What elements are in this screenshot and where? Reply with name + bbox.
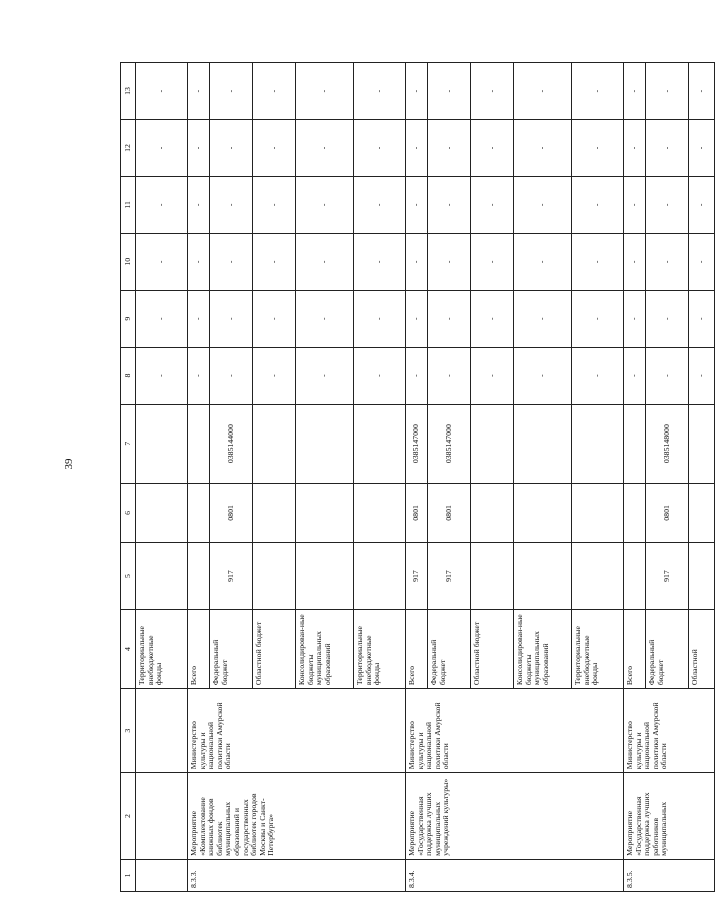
cell-value: - [354, 120, 406, 177]
cell-source: Территориальные внебюджетные фонды [572, 609, 624, 688]
cell-c6 [514, 483, 572, 542]
budget-table [120, 62, 715, 892]
cell-value: - [296, 63, 354, 120]
cell-c7: 0385147000 [428, 404, 471, 483]
cell-value: - [354, 233, 406, 290]
cell-c5 [514, 543, 572, 610]
cell-source: Федеральный бюджет [210, 609, 253, 688]
cell-c7 [689, 404, 715, 483]
cell-value: - [296, 233, 354, 290]
cell-value: - [572, 290, 624, 347]
cell-value: - [253, 63, 296, 120]
cell-c5: 917 [428, 543, 471, 610]
header-cell: 1 [121, 859, 136, 891]
cell-value: - [572, 176, 624, 233]
cell-value: - [296, 347, 354, 404]
cell-value: - [136, 176, 188, 233]
cell-value: - [471, 347, 514, 404]
cell-name: Мероприятие «Государственная поддержка лучших муниципальных учреждений культуры» [406, 773, 624, 860]
cell-c5 [624, 543, 646, 610]
cell-value: - [471, 63, 514, 120]
cell-value: - [253, 233, 296, 290]
cell-value: - [572, 233, 624, 290]
cell-c7 [354, 404, 406, 483]
cell-value: - [646, 176, 689, 233]
cell-value: - [253, 347, 296, 404]
cell-value: - [296, 290, 354, 347]
cell-value: - [406, 176, 428, 233]
cell-value: - [572, 63, 624, 120]
cell-value: - [188, 347, 210, 404]
table-row [136, 63, 188, 892]
header-cell: 12 [121, 120, 136, 177]
cell-c6 [253, 483, 296, 542]
cell-c7: 0385147000 [406, 404, 428, 483]
cell-value: - [210, 233, 253, 290]
cell-c7 [514, 404, 572, 483]
cell-value: - [406, 290, 428, 347]
cell-value: - [471, 176, 514, 233]
rotated-table-wrapper [120, 62, 706, 892]
cell-value: - [210, 63, 253, 120]
cell-value: - [689, 176, 715, 233]
cell-source: Областной бюджет [471, 609, 514, 688]
cell-num: 8.3.3. [188, 859, 406, 891]
cell-c6 [296, 483, 354, 542]
cell-value: - [136, 290, 188, 347]
cell-c6 [136, 483, 188, 542]
cell-value: - [406, 63, 428, 120]
header-cell: 6 [121, 483, 136, 542]
cell-exec: Министерство культуры и национальной политики Амурской области [188, 689, 406, 773]
cell-value: - [514, 176, 572, 233]
cell-name [136, 773, 188, 860]
cell-name: Мероприятие «Государственная поддержка лучших работников муниципальных [624, 773, 715, 860]
cell-num: 8.3.5. [624, 859, 715, 891]
cell-value: - [210, 290, 253, 347]
cell-source: Консолидирован-ные бюджеты муниципальных образований [296, 609, 354, 688]
cell-c5 [136, 543, 188, 610]
cell-c7 [136, 404, 188, 483]
header-cell: 10 [121, 233, 136, 290]
cell-c5 [253, 543, 296, 610]
cell-c5 [188, 543, 210, 610]
cell-source: Всего [624, 609, 646, 688]
cell-value: - [253, 120, 296, 177]
cell-value: - [572, 347, 624, 404]
cell-value: - [572, 120, 624, 177]
cell-c7 [188, 404, 210, 483]
cell-source: Консолидирован-ные бюджеты муниципальных образований [514, 609, 572, 688]
cell-c6: 0801 [428, 483, 471, 542]
cell-value: - [210, 176, 253, 233]
cell-value: - [136, 120, 188, 177]
cell-value: - [188, 63, 210, 120]
cell-value: - [428, 233, 471, 290]
header-cell: 5 [121, 543, 136, 610]
cell-c5: 917 [210, 543, 253, 610]
cell-value: - [514, 233, 572, 290]
cell-value: - [646, 120, 689, 177]
cell-c7: 0385148000 [646, 404, 689, 483]
cell-exec: Министерство культуры и национальной политики Амурской области [406, 689, 624, 773]
header-cell: 9 [121, 290, 136, 347]
cell-c6: 0801 [406, 483, 428, 542]
cell-value: - [210, 347, 253, 404]
cell-c6 [188, 483, 210, 542]
cell-c6 [624, 483, 646, 542]
cell-c7 [253, 404, 296, 483]
header-cell: 7 [121, 404, 136, 483]
cell-value: - [253, 176, 296, 233]
cell-exec: Министерство культуры и национальной политики Амурской области [624, 689, 715, 773]
cell-value: - [296, 120, 354, 177]
cell-value: - [253, 290, 296, 347]
cell-source: Федеральный бюджет [428, 609, 471, 688]
cell-c6 [471, 483, 514, 542]
cell-value: - [354, 63, 406, 120]
cell-source: Областной бюджет [253, 609, 296, 688]
cell-value: - [406, 120, 428, 177]
cell-value: - [646, 347, 689, 404]
cell-value: - [646, 290, 689, 347]
cell-value: - [354, 347, 406, 404]
header-cell: 3 [121, 689, 136, 773]
cell-num [136, 859, 188, 891]
cell-c7: 0385144000 [210, 404, 253, 483]
cell-source: Областной [689, 609, 715, 688]
cell-c6 [689, 483, 715, 542]
cell-value: - [624, 63, 646, 120]
cell-source: Всего [188, 609, 210, 688]
cell-value: - [354, 290, 406, 347]
cell-value: - [406, 233, 428, 290]
cell-value: - [188, 176, 210, 233]
cell-c6: 0801 [646, 483, 689, 542]
page-number: 39 [63, 458, 75, 470]
cell-value: - [406, 347, 428, 404]
cell-c7 [624, 404, 646, 483]
cell-source: Территориальные внебюджетные фонды [136, 609, 188, 688]
header-cell: 4 [121, 609, 136, 688]
cell-value: - [136, 63, 188, 120]
cell-c5 [296, 543, 354, 610]
cell-value: - [188, 290, 210, 347]
cell-value: - [689, 290, 715, 347]
cell-name: Мероприятие «Комплектование книжных фондов библиотек муниципальных образований и государственных библиотек городов Москвы и Санкт-Петербурга» [188, 773, 406, 860]
cell-c5: 917 [646, 543, 689, 610]
header-cell: 8 [121, 347, 136, 404]
cell-value: - [646, 233, 689, 290]
header-row [121, 63, 136, 892]
cell-c6 [354, 483, 406, 542]
cell-c5 [689, 543, 715, 610]
cell-value: - [354, 176, 406, 233]
header-cell: 13 [121, 63, 136, 120]
cell-value: - [428, 176, 471, 233]
cell-c5: 917 [406, 543, 428, 610]
cell-exec [136, 689, 188, 773]
cell-value: - [471, 233, 514, 290]
table-row [188, 63, 210, 892]
cell-value: - [210, 120, 253, 177]
cell-value: - [428, 63, 471, 120]
cell-num: 8.3.4. [406, 859, 624, 891]
cell-value: - [471, 120, 514, 177]
cell-c5 [572, 543, 624, 610]
cell-value: - [471, 290, 514, 347]
cell-value: - [188, 120, 210, 177]
cell-value: - [514, 290, 572, 347]
cell-value: - [689, 63, 715, 120]
cell-value: - [514, 63, 572, 120]
cell-value: - [296, 176, 354, 233]
cell-c7 [572, 404, 624, 483]
cell-source: Федеральный бюджет [646, 609, 689, 688]
cell-value: - [689, 233, 715, 290]
table-row [624, 63, 646, 892]
cell-value: - [646, 63, 689, 120]
cell-c7 [296, 404, 354, 483]
cell-value: - [689, 347, 715, 404]
cell-c5 [354, 543, 406, 610]
cell-value: - [624, 233, 646, 290]
cell-c6 [572, 483, 624, 542]
cell-c5 [471, 543, 514, 610]
header-cell: 11 [121, 176, 136, 233]
cell-source: Территориальные внебюджетные фонды [354, 609, 406, 688]
cell-value: - [624, 347, 646, 404]
cell-value: - [514, 347, 572, 404]
cell-c7 [471, 404, 514, 483]
cell-value: - [624, 290, 646, 347]
cell-value: - [624, 176, 646, 233]
header-cell: 2 [121, 773, 136, 860]
cell-value: - [188, 233, 210, 290]
cell-source: Всего [406, 609, 428, 688]
cell-value: - [428, 290, 471, 347]
cell-value: - [624, 120, 646, 177]
cell-c6: 0801 [210, 483, 253, 542]
cell-value: - [136, 347, 188, 404]
table-row [406, 63, 428, 892]
cell-value: - [136, 233, 188, 290]
cell-value: - [514, 120, 572, 177]
cell-value: - [428, 347, 471, 404]
cell-value: - [428, 120, 471, 177]
cell-value: - [689, 120, 715, 177]
